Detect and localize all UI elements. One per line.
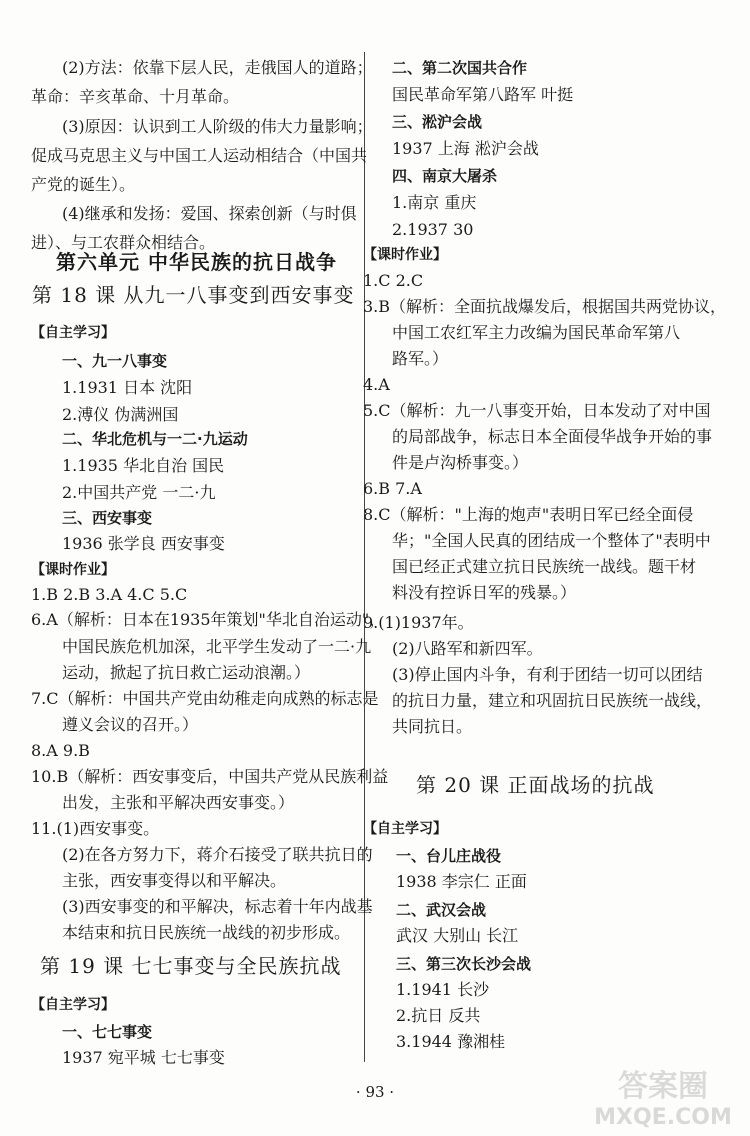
section-label: 【自主学习】 bbox=[31, 325, 115, 341]
text-line: 共同抗日。 bbox=[392, 717, 473, 736]
text-line: 9.(1)1937年。 bbox=[363, 613, 474, 632]
text-line: 中国民族危机加深，北平学生发动了一二·九 bbox=[62, 637, 372, 656]
text-line: 1937 上海 淞沪会战 bbox=[392, 139, 539, 158]
subsection-heading: 二、第二次国共合作 bbox=[392, 59, 528, 77]
text-line: 2.1937 30 bbox=[392, 220, 474, 239]
text-line: 2.溥仪 伪满洲国 bbox=[62, 405, 179, 424]
page-number: · 93 · bbox=[355, 1083, 395, 1101]
section-label: 【课时作业】 bbox=[31, 562, 115, 578]
text-line: 国已经正式建立抗日民族统一战线。题干材 bbox=[392, 557, 697, 576]
unit-heading: 第六单元 中华民族的抗日战争 bbox=[56, 250, 337, 274]
text-line: 出发，主张和平解决西安事变。） bbox=[62, 793, 295, 812]
text-line: 10.B（解析：西安事变后，中国共产党从民族利益 bbox=[31, 767, 389, 786]
text-line: 中国工农红军主力改编为国民革命军第八 bbox=[392, 323, 681, 342]
text-line: 革命：辛亥革命、十月革命。 bbox=[31, 87, 240, 106]
text-line: 2.抗日 反共 bbox=[396, 1006, 481, 1025]
text-line: 件是卢沟桥事变。） bbox=[392, 453, 529, 472]
subsection-heading: 一、九一八事变 bbox=[62, 352, 168, 370]
text-line: (2)方法：依靠下层人民，走俄国人的道路； bbox=[62, 58, 373, 77]
text-line: 1.C 2.C bbox=[363, 271, 424, 290]
text-line: 5.C（解析：九一八事变开始，日本发动了对中国 bbox=[363, 401, 711, 420]
text-line: 武汉 大别山 长江 bbox=[396, 926, 519, 945]
text-line: 本结束和抗日民族统一战线的初步形成。 bbox=[62, 923, 351, 942]
text-line: 进）、与工农群众相结合。 bbox=[31, 233, 216, 252]
subsection-heading: 一、七七事变 bbox=[62, 1023, 153, 1041]
text-line: 1.1935 华北自治 国民 bbox=[62, 456, 225, 475]
text-line: 3.B（解析：全面抗战爆发后，根据国共两党协议， bbox=[363, 297, 727, 316]
subsection-heading: 一、台儿庄战役 bbox=[396, 847, 502, 865]
text-line: (3)原因：认识到工人阶级的伟大力量影响； bbox=[62, 117, 373, 136]
text-line: 1936 张学良 西安事变 bbox=[62, 534, 225, 553]
subsection-heading: 三、第三次长沙会战 bbox=[396, 955, 532, 973]
subsection-heading: 四、南京大屠杀 bbox=[392, 167, 498, 185]
text-line: 8.C（解析："上海的炮声"表明日军已经全面侵 bbox=[363, 505, 694, 524]
text-line: (3)西安事变的和平解决，标志着十年内战基 bbox=[62, 897, 373, 916]
text-line: (4)继承和发扬：爱国、探索创新（与时俱 bbox=[62, 204, 357, 223]
text-line: (2)在各方努力下，蒋介石接受了联共抗日的 bbox=[62, 845, 373, 864]
text-line: 1.B 2.B 3.A 4.C 5.C bbox=[31, 585, 188, 604]
text-line: 的局部战争，标志日本全面侵华战争开始的事 bbox=[392, 427, 713, 446]
text-line: 1.南京 重庆 bbox=[392, 193, 477, 212]
text-line: 的抗日力量，建立和巩固抗日民族统一战线， bbox=[392, 691, 713, 710]
text-line: 3.1944 豫湘桂 bbox=[396, 1032, 506, 1051]
text-line: 1937 宛平城 七七事变 bbox=[62, 1048, 225, 1067]
watermark-bottom-text: MXQE.COM bbox=[594, 1105, 732, 1130]
text-line: 1.1931 日本 沈阳 bbox=[62, 378, 193, 397]
text-line: 华；"全国人民真的团结成一个整体了"表明中 bbox=[392, 531, 711, 550]
lesson-heading: 第 20 课 正面战场的抗战 bbox=[416, 773, 655, 797]
text-line: 8.A 9.B bbox=[31, 741, 90, 760]
text-line: 主张，西安事变得以和平解决。 bbox=[62, 871, 287, 890]
text-line: (2)八路军和新四军。 bbox=[392, 639, 543, 658]
subsection-heading: 二、华北危机与一二·九运动 bbox=[62, 430, 248, 448]
text-line: 产党的诞生）。 bbox=[31, 175, 136, 194]
lesson-heading: 第 19 课 七七事变与全民族抗战 bbox=[40, 954, 342, 978]
text-line: 国民革命军第八路军 叶挺 bbox=[392, 85, 574, 104]
text-line: 运动，掀起了抗日救亡运动浪潮。） bbox=[62, 663, 311, 682]
text-line: 11.(1)西安事变。 bbox=[31, 819, 160, 838]
text-line: 7.C（解析：中国共产党由幼稚走向成熟的标志是 bbox=[31, 689, 379, 708]
text-line: 路军。） bbox=[392, 349, 449, 368]
text-line: 1938 李宗仁 正面 bbox=[396, 872, 527, 891]
text-line: 6.A（解析：日本在1935年策划"华北自治运动"， bbox=[31, 610, 386, 629]
text-line: 6.B 7.A bbox=[363, 479, 422, 498]
section-label: 【自主学习】 bbox=[363, 821, 447, 837]
text-line: 料没有控诉日军的残暴。） bbox=[392, 583, 577, 602]
text-line: 1.1941 长沙 bbox=[396, 980, 490, 999]
text-line: 遵义会议的召开。） bbox=[62, 715, 199, 734]
text-line: (3)停止国内斗争，有利于团结一切可以团结 bbox=[392, 665, 703, 684]
text-line: 促成马克思主义与中国工人运动相结合（中国共 bbox=[31, 146, 368, 165]
text-line: 4.A bbox=[363, 375, 390, 394]
subsection-heading: 三、西安事变 bbox=[62, 509, 153, 527]
lesson-heading: 第 18 课 从九一八事变到西安事变 bbox=[32, 283, 355, 307]
section-label: 【课时作业】 bbox=[363, 247, 447, 263]
subsection-heading: 三、淞沪会战 bbox=[392, 113, 483, 131]
section-label: 【自主学习】 bbox=[31, 997, 115, 1013]
text-line: 2.中国共产党 一二·九 bbox=[62, 483, 216, 502]
watermark-top-text: 答案圈 bbox=[618, 1069, 708, 1104]
subsection-heading: 二、武汉会战 bbox=[396, 901, 487, 919]
